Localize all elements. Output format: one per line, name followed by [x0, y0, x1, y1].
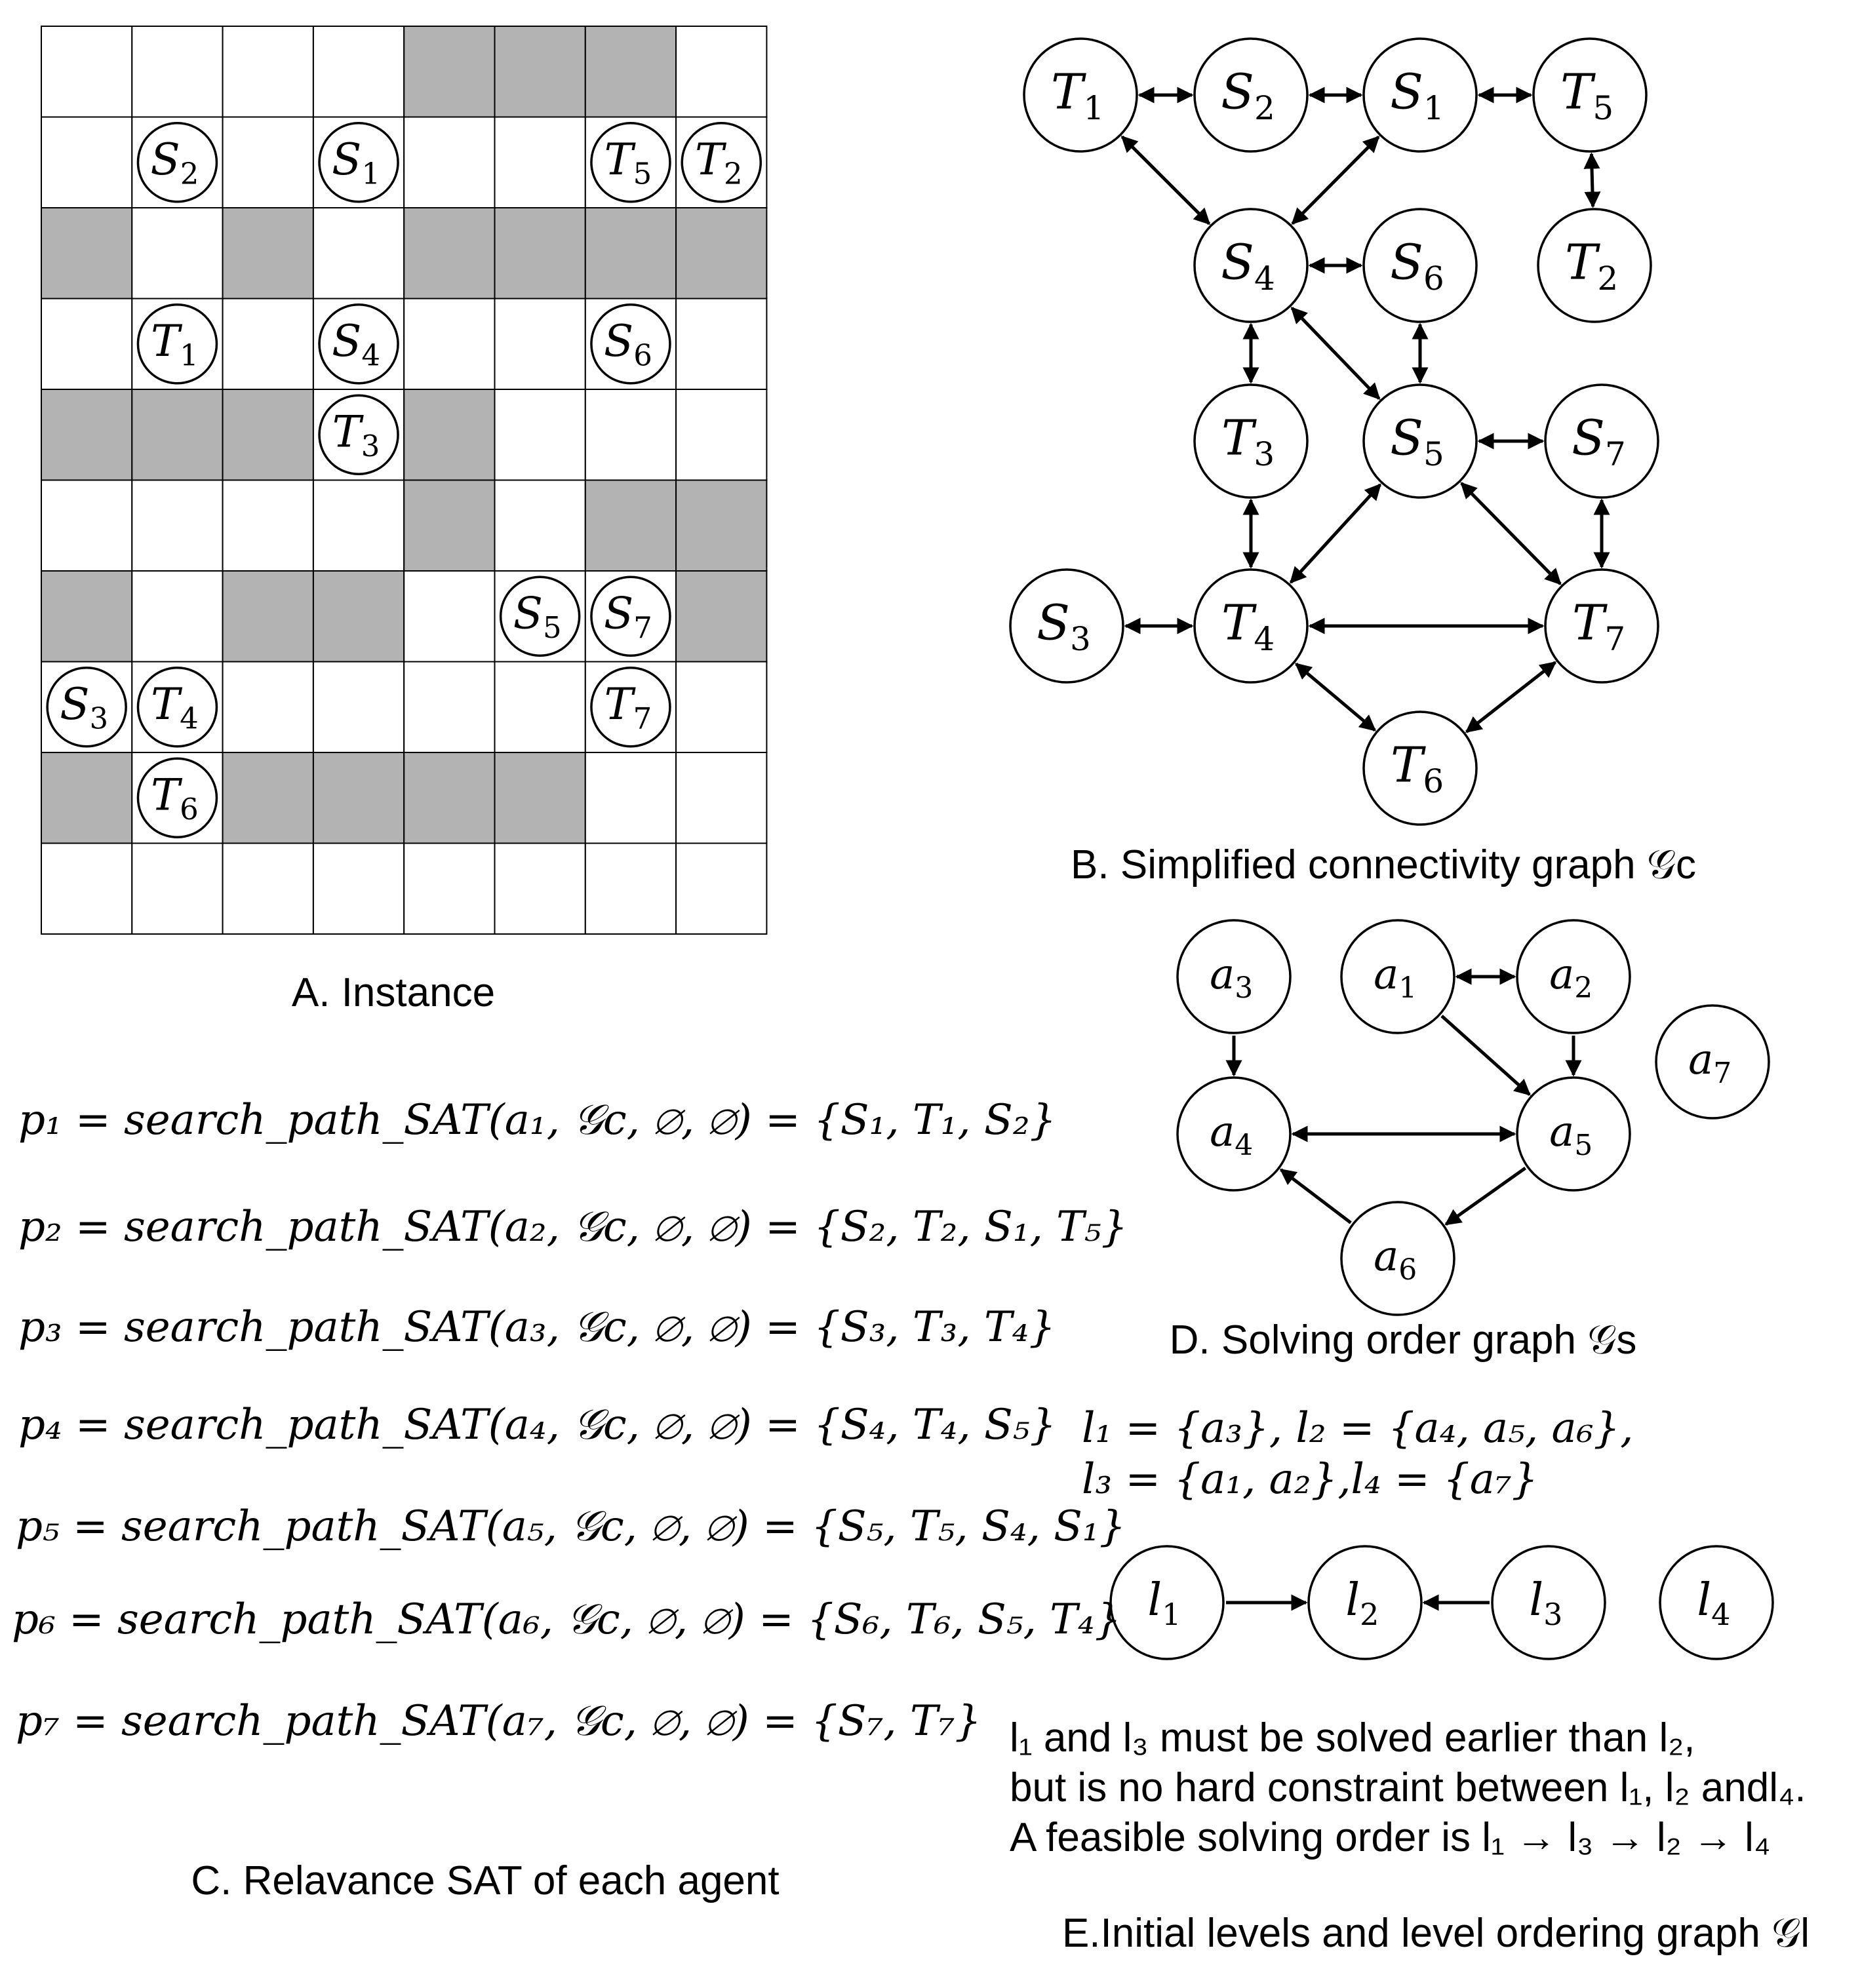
grid-cell-free: [41, 117, 132, 208]
node-grid-T5: [591, 123, 670, 202]
grid-cell-free: [676, 662, 766, 753]
caption-e: E.Initial levels and level ordering graph 𝒢l: [1061, 1911, 1810, 1956]
node-S5: [1364, 385, 1476, 497]
node-grid-T2: [682, 123, 761, 202]
grid-cell-blocked: [223, 752, 313, 844]
grid-cell-blocked: [41, 389, 132, 480]
edge-T5-T2: [1591, 154, 1593, 206]
grid-cell-free: [132, 844, 222, 935]
node-label-T4: $T_4$: [1221, 594, 1275, 659]
equation-p1: p₁ = search_path_SAT(a₁, 𝒢c, ∅, ∅) = {S₁, T₁, S₂}: [18, 1096, 1057, 1144]
node-label-grid-S7: $S_7$: [604, 588, 652, 646]
grid-cell-free: [41, 844, 132, 935]
grid-cell-free: [495, 480, 585, 572]
node-grid-S3: [47, 668, 126, 747]
node-l1: [1111, 1546, 1223, 1659]
node-label-grid-S2: $S_2$: [150, 134, 199, 191]
node-grid-S5: [501, 577, 580, 655]
grid-cell-free: [223, 26, 313, 117]
grid-cell-blocked: [132, 389, 222, 480]
edge-a5-a6: [1446, 1168, 1525, 1224]
node-grid-S4: [319, 305, 398, 383]
note-line-3: A feasible solving order is l₁ → l₃ → l₂ → l₄: [1010, 1815, 1771, 1860]
edge-a1-a5: [1442, 1016, 1530, 1095]
caption-b: B. Simplified connectivity graph 𝒢c: [1071, 842, 1696, 887]
grid-cell-free: [223, 480, 313, 572]
node-label-a5: $a_5$: [1549, 1107, 1593, 1163]
grid-cell-free: [585, 752, 676, 844]
node-S2: [1195, 39, 1307, 151]
level-ordering-graph: [1111, 1546, 1773, 1659]
equation-p4: p₄ = search_path_SAT(a₄, 𝒢c, ∅, ∅) = {S₄, T₄, S₅}: [18, 1401, 1057, 1449]
node-label-grid-S4: $S_4$: [332, 316, 381, 373]
node-T3: [1195, 385, 1307, 497]
grid-cell-free: [313, 26, 404, 117]
grid-cell-blocked: [41, 208, 132, 299]
grid-cell-free: [132, 208, 222, 299]
node-grid-T1: [138, 305, 216, 383]
node-label-T5: $T_5$: [1560, 64, 1614, 128]
node-label-a3: $a_3$: [1210, 950, 1254, 1005]
sat-equations: [12, 1096, 1128, 1745]
equation-p5: p₅ = search_path_SAT(a₅, 𝒢c, ∅, ∅) = {S₅, T₅, S₄, S₁}: [16, 1502, 1126, 1551]
node-l2: [1309, 1546, 1421, 1659]
connectivity-graph: [1010, 39, 1658, 825]
grid-cell-free: [132, 480, 222, 572]
node-label-S7: $S_7$: [1572, 410, 1626, 474]
grid-cell-free: [41, 26, 132, 117]
note-line-2: but is no hard constraint between l₁, l₂ andl₄.: [1010, 1765, 1806, 1810]
edge-S5-T4: [1291, 484, 1380, 582]
node-T6: [1364, 712, 1476, 825]
grid-cell-free: [313, 208, 404, 299]
grid-cell-free: [495, 389, 585, 480]
node-T4: [1195, 570, 1307, 682]
node-grid-S2: [138, 123, 216, 202]
node-a7: [1656, 1005, 1769, 1118]
node-a3: [1177, 920, 1290, 1033]
edge-S5-T7: [1461, 483, 1560, 584]
grid-cell-blocked: [41, 571, 132, 662]
node-label-S2: $S_2$: [1221, 64, 1275, 128]
grid-cell-free: [676, 752, 766, 844]
node-a5: [1517, 1078, 1630, 1190]
node-grid-S6: [591, 305, 670, 383]
node-label-T3: $T_3$: [1221, 410, 1275, 474]
caption-d: D. Solving order graph 𝒢s: [1169, 1317, 1637, 1363]
equation-p3: p₃ = search_path_SAT(a₃, 𝒢c, ∅, ∅) = {S₃, T₃, T₄}: [18, 1303, 1056, 1352]
grid-cell-blocked: [313, 571, 404, 662]
node-S3: [1010, 570, 1123, 682]
node-l4: [1660, 1546, 1773, 1659]
node-S6: [1364, 209, 1476, 322]
grid-cell-free: [313, 480, 404, 572]
node-l3: [1492, 1546, 1605, 1659]
edge-S1-S4: [1292, 137, 1378, 224]
node-label-T6: $T_6$: [1390, 737, 1444, 801]
grid-cell-blocked: [585, 480, 676, 572]
instance-grid: [41, 26, 766, 934]
grid-cell-free: [676, 26, 766, 117]
node-a4: [1177, 1078, 1290, 1190]
level-definitions: [1082, 1404, 1633, 1504]
node-label-S1: $S_1$: [1390, 64, 1444, 128]
grid-cell-free: [495, 299, 585, 390]
grid-cell-blocked: [223, 389, 313, 480]
node-S4: [1195, 209, 1307, 322]
grid-cell-blocked: [404, 752, 494, 844]
grid-cell-free: [223, 299, 313, 390]
node-a2: [1517, 920, 1630, 1033]
equation-p2: p₂ = search_path_SAT(a₂, 𝒢c, ∅, ∅) = {S₂, T₂, S₁, T₅}: [18, 1203, 1128, 1251]
node-a1: [1341, 920, 1454, 1033]
node-label-l4: $l_4$: [1697, 1574, 1731, 1633]
node-label-grid-S1: $S_1$: [332, 134, 381, 191]
node-label-S3: $S_3$: [1037, 594, 1091, 659]
node-grid-T7: [591, 668, 670, 747]
grid-cell-free: [676, 299, 766, 390]
grid-cell-free: [404, 299, 494, 390]
grid-cell-free: [585, 844, 676, 935]
node-label-grid-T4: $T_4$: [151, 679, 199, 736]
grid-cell-free: [495, 844, 585, 935]
node-S7: [1545, 385, 1658, 497]
grid-cell-free: [676, 389, 766, 480]
grid-cell-blocked: [676, 571, 766, 662]
node-label-grid-S6: $S_6$: [604, 316, 652, 373]
grid-cell-free: [313, 662, 404, 753]
grid-cell-blocked: [404, 480, 494, 572]
edge-T4-T6: [1296, 664, 1375, 730]
grid-cell-blocked: [495, 208, 585, 299]
grid-cell-free: [223, 662, 313, 753]
node-label-a2: $a_2$: [1549, 950, 1593, 1005]
node-label-T7: $T_7$: [1572, 594, 1626, 659]
grid-cell-blocked: [41, 752, 132, 844]
node-label-S5: $S_5$: [1390, 410, 1444, 474]
node-label-grid-T2: $T_2$: [694, 134, 743, 191]
grid-cell-blocked: [404, 26, 494, 117]
node-T2: [1538, 209, 1651, 322]
levels-line-2: l₃ = {a₁, a₂},l₄ = {a₇}: [1082, 1455, 1539, 1504]
node-label-S4: $S_4$: [1221, 234, 1275, 298]
solving-order-graph: [1177, 920, 1769, 1315]
node-label-T1: $T_1$: [1050, 64, 1105, 128]
node-label-grid-T7: $T_7$: [604, 679, 652, 736]
node-label-a6: $a_6$: [1374, 1232, 1417, 1287]
node-label-T2: $T_2$: [1564, 234, 1619, 298]
grid-cell-blocked: [585, 208, 676, 299]
grid-cell-blocked: [223, 571, 313, 662]
grid-cell-free: [404, 844, 494, 935]
grid-cell-free: [313, 844, 404, 935]
node-label-grid-S5: $S_5$: [513, 588, 562, 646]
node-label-S6: $S_6$: [1390, 234, 1444, 298]
grid-cell-free: [404, 662, 494, 753]
grid-cell-free: [676, 844, 766, 935]
node-label-grid-T3: $T_3$: [332, 406, 380, 464]
node-label-a1: $a_1$: [1374, 950, 1417, 1005]
node-grid-T4: [138, 668, 216, 747]
grid-cell-blocked: [585, 26, 676, 117]
node-T7: [1545, 570, 1658, 682]
grid-cell-free: [223, 844, 313, 935]
grid-cell-free: [404, 117, 494, 208]
node-label-grid-T6: $T_6$: [151, 770, 199, 827]
grid-cell-blocked: [404, 208, 494, 299]
node-grid-T3: [319, 395, 398, 474]
node-S1: [1364, 39, 1476, 151]
node-label-l3: $l_3$: [1529, 1574, 1563, 1633]
grid-cell-free: [404, 571, 494, 662]
levels-line-1: l₁ = {a₃}, l₂ = {a₄, a₅, a₆},: [1082, 1404, 1634, 1452]
grid-cell-blocked: [223, 208, 313, 299]
grid-cell-free: [41, 299, 132, 390]
node-label-l2: $l_2$: [1345, 1574, 1379, 1633]
grid-cell-blocked: [495, 26, 585, 117]
node-label-a7: $a_7$: [1688, 1035, 1732, 1091]
caption-a: A. Instance: [291, 970, 496, 1015]
equation-p7: p₇ = search_path_SAT(a₇, 𝒢c, ∅, ∅) = {S₇, T₇}: [16, 1697, 982, 1745]
edge-S4-S5: [1292, 308, 1379, 399]
grid-cell-free: [495, 117, 585, 208]
node-label-grid-T1: $T_1$: [151, 316, 199, 373]
node-T5: [1534, 39, 1646, 151]
grid-cell-free: [585, 389, 676, 480]
note-line-1: l₁ and l₃ must be solved earlier than l₂,: [1010, 1715, 1695, 1761]
node-grid-S7: [591, 577, 670, 655]
grid-cell-blocked: [313, 752, 404, 844]
caption-c: C. Relavance SAT of each agent: [191, 1858, 780, 1903]
grid-cell-free: [41, 480, 132, 572]
edge-a6-a4: [1281, 1170, 1351, 1223]
grid-cell-blocked: [495, 752, 585, 844]
node-label-grid-S3: $S_3$: [60, 679, 109, 736]
node-label-a4: $a_4$: [1210, 1107, 1254, 1163]
grid-cell-blocked: [676, 208, 766, 299]
ordering-notes: [1010, 1715, 1806, 1860]
node-grid-S1: [319, 123, 398, 202]
grid-cell-blocked: [404, 389, 494, 480]
node-label-grid-T5: $T_5$: [604, 134, 652, 191]
grid-cell-blocked: [676, 480, 766, 572]
grid-cell-free: [495, 662, 585, 753]
node-grid-T6: [138, 758, 216, 837]
grid-cell-free: [223, 117, 313, 208]
node-T1: [1024, 39, 1137, 151]
edge-T7-T6: [1467, 663, 1555, 732]
node-a6: [1341, 1202, 1454, 1315]
equation-p6: p₆ = search_path_SAT(a₆, 𝒢c, ∅, ∅) = {S₆, T₆, S₅, T₄}: [12, 1595, 1122, 1644]
edge-T1-S4: [1122, 137, 1210, 224]
grid-cell-free: [132, 571, 222, 662]
grid-cell-free: [132, 26, 222, 117]
node-label-l1: $l_1$: [1147, 1574, 1181, 1633]
